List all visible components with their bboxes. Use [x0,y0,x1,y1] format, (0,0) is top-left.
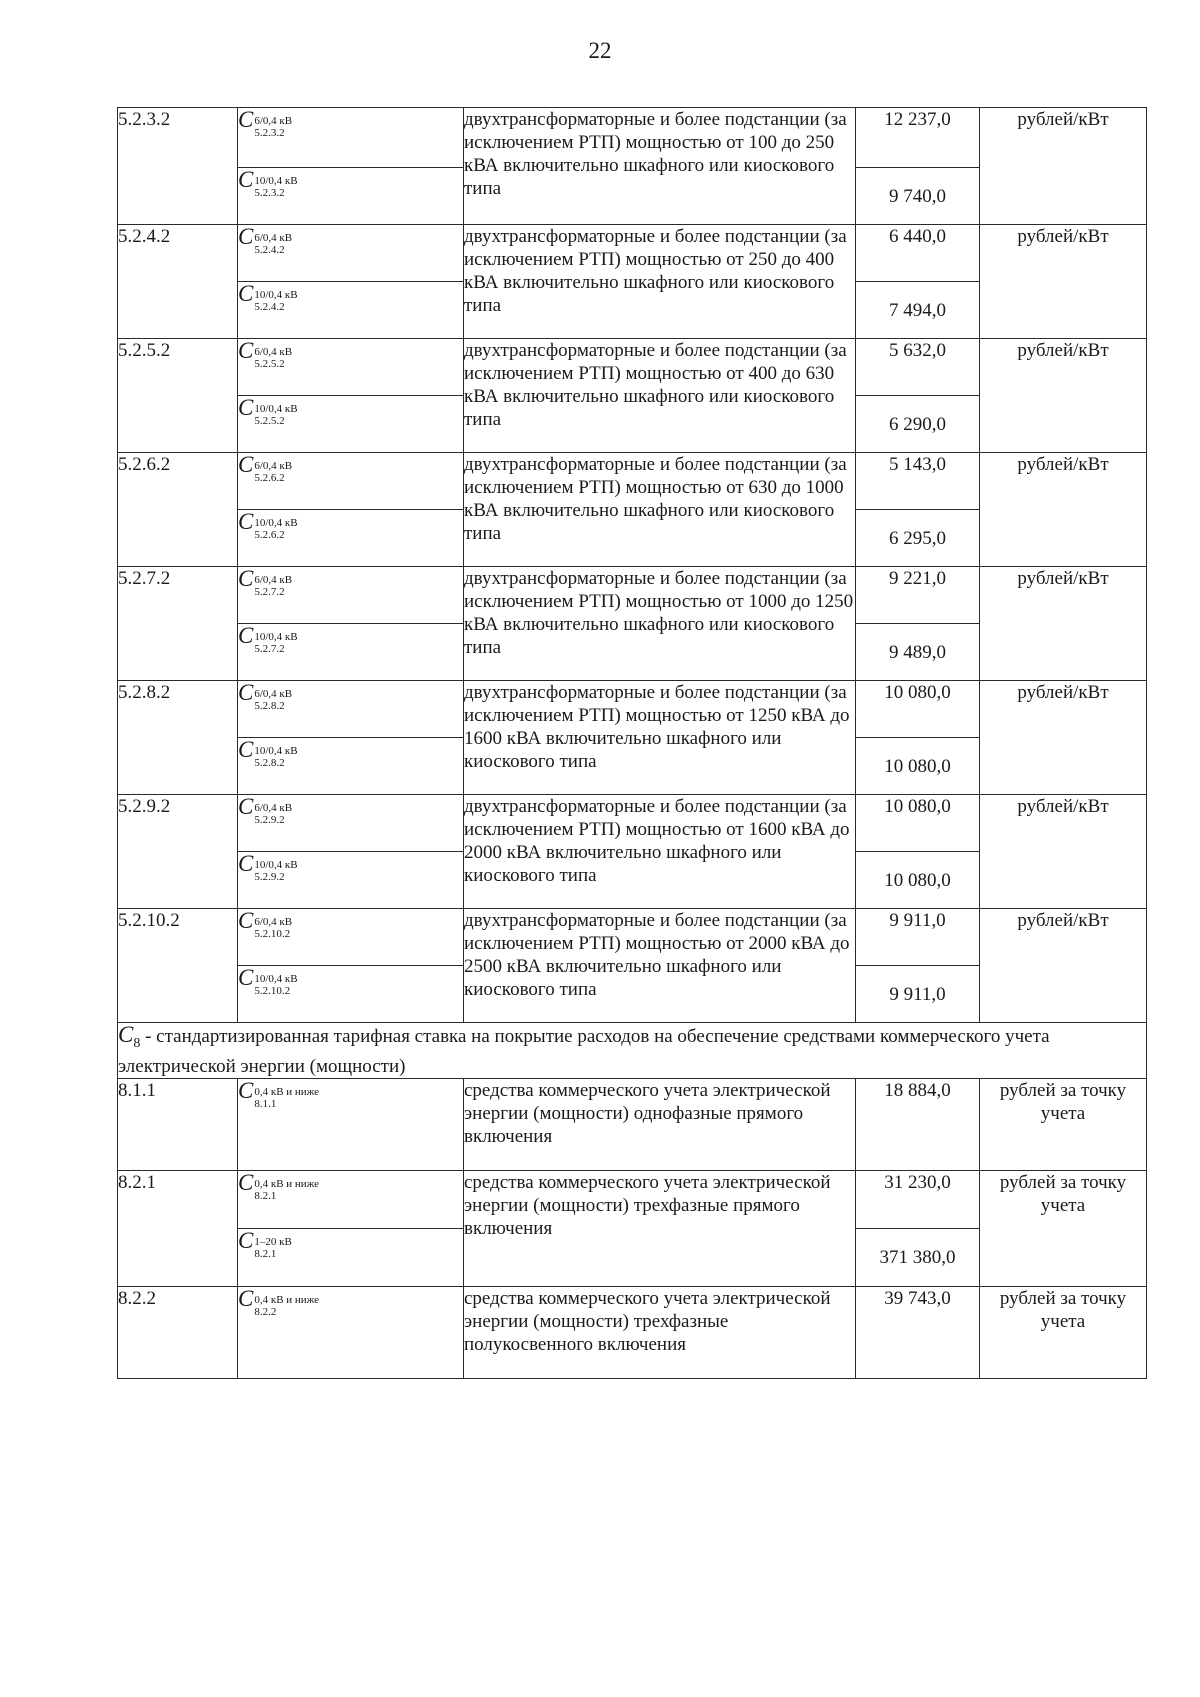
table-row [118,795,1147,852]
rate-symbol: C10/0,4 кВ 5.2.9.2 [238,852,464,909]
table-row [118,1286,1147,1378]
rate-symbol: C0,4 кВ и ниже 8.2.2 [238,1286,464,1378]
row-code: 8.2.2 [118,1286,238,1378]
row-code: 5.2.5.2 [118,339,238,453]
table-row [118,909,1147,966]
rate-symbol: C6/0,4 кВ 5.2.7.2 [238,567,464,624]
rate-symbol: C6/0,4 кВ 5.2.9.2 [238,795,464,852]
rate-symbol: C6/0,4 кВ 5.2.6.2 [238,453,464,510]
rate-value: 6 440,0 [856,225,980,282]
row-unit: рублей за точку учета [980,1078,1147,1170]
table-row [118,108,1147,168]
row-code: 5.2.9.2 [118,795,238,909]
row-description: двухтрансформаторные и более подстанции (за исключением РТП) мощностью от 400 до 630 кВА включительно шкафного или киоскового типа [464,339,856,453]
rate-value: 6 295,0 [856,510,980,567]
section-heading: $C_8$ - стандартизированная тарифная ставка на покрытие расходов на обеспечение средствами коммерческого учета электрической энергии (мощности) [118,1023,1147,1079]
rate-symbol: C10/0,4 кВ 5.2.7.2 [238,624,464,681]
table-row [118,681,1147,738]
section-row [118,1023,1147,1079]
rate-symbol: C1–20 кВ 8.2.1 [238,1228,464,1286]
rate-symbol: C0,4 кВ и ниже 8.2.1 [238,1170,464,1228]
rate-value: 6 290,0 [856,396,980,453]
row-code: 5.2.10.2 [118,909,238,1023]
rate-value: 5 632,0 [856,339,980,396]
row-unit: рублей/кВт [980,795,1147,909]
rate-symbol: C10/0,4 кВ 5.2.4.2 [238,282,464,339]
row-unit: рублей/кВт [980,909,1147,1023]
rate-value: 10 080,0 [856,795,980,852]
row-code: 5.2.4.2 [118,225,238,339]
row-unit: рублей за точку учета [980,1286,1147,1378]
row-unit: рублей/кВт [980,339,1147,453]
row-description: двухтрансформаторные и более подстанции (за исключением РТП) мощностью от 630 до 1000 кВА включительно шкафного или киоскового типа [464,453,856,567]
rate-symbol: C6/0,4 кВ 5.2.10.2 [238,909,464,966]
rate-value: 10 080,0 [856,681,980,738]
row-description: двухтрансформаторные и более подстанции (за исключением РТП) мощностью от 2000 кВА до 2500 кВА включительно шкафного или киоскового типа [464,909,856,1023]
rate-value: 39 743,0 [856,1286,980,1378]
table-row [118,339,1147,396]
rate-symbol: C10/0,4 кВ 5.2.6.2 [238,510,464,567]
table-row [118,1170,1147,1228]
rate-value: 31 230,0 [856,1170,980,1228]
row-description: средства коммерческого учета электрической энергии (мощности) однофазные прямого включения [464,1078,856,1170]
rate-symbol: C10/0,4 кВ 5.2.8.2 [238,738,464,795]
row-description: средства коммерческого учета электрической энергии (мощности) трехфазные полукосвенного включения [464,1286,856,1378]
rate-value: 9 911,0 [856,909,980,966]
rate-symbol: C10/0,4 кВ 5.2.3.2 [238,168,464,225]
rate-symbol: C6/0,4 кВ 5.2.5.2 [238,339,464,396]
rate-value: 9 489,0 [856,624,980,681]
table-row [118,1078,1147,1170]
rate-symbol: C6/0,4 кВ 5.2.8.2 [238,681,464,738]
row-description: двухтрансформаторные и более подстанции (за исключением РТП) мощностью от 1250 кВА до 1600 кВА включительно шкафного или киоскового типа [464,681,856,795]
row-unit: рублей/кВт [980,681,1147,795]
rate-value: 9 911,0 [856,966,980,1023]
row-unit: рублей/кВт [980,225,1147,339]
page-number: 22 [588,38,612,63]
row-code: 8.1.1 [118,1078,238,1170]
rate-value: 12 237,0 [856,108,980,168]
row-description: двухтрансформаторные и более подстанции (за исключением РТП) мощностью от 250 до 400 кВА включительно шкафного или киоскового типа [464,225,856,339]
row-code: 8.2.1 [118,1170,238,1286]
rate-value: 9 221,0 [856,567,980,624]
row-description: двухтрансформаторные и более подстанции (за исключением РТП) мощностью от 1600 кВА до 2000 кВА включительно шкафного или киоскового типа [464,795,856,909]
rate-symbol: C6/0,4 кВ 5.2.3.2 [238,108,464,168]
row-code: 5.2.3.2 [118,108,238,225]
row-description: двухтрансформаторные и более подстанции (за исключением РТП) мощностью от 100 до 250 кВА включительно шкафного или киоскового типа [464,108,856,225]
row-description: двухтрансформаторные и более подстанции (за исключением РТП) мощностью от 1000 до 1250 кВА включительно шкафного или киоскового типа [464,567,856,681]
rate-value: 18 884,0 [856,1078,980,1170]
rate-value: 10 080,0 [856,852,980,909]
table-row [118,567,1147,624]
rate-symbol: C10/0,4 кВ 5.2.5.2 [238,396,464,453]
rate-value: 10 080,0 [856,738,980,795]
row-description: средства коммерческого учета электрической энергии (мощности) трехфазные прямого включения [464,1170,856,1286]
rate-value: 7 494,0 [856,282,980,339]
tariff-table [117,107,1147,1379]
table-row [118,225,1147,282]
rate-value: 5 143,0 [856,453,980,510]
table-row [118,453,1147,510]
row-unit: рублей/кВт [980,453,1147,567]
rate-symbol: C6/0,4 кВ 5.2.4.2 [238,225,464,282]
row-unit: рублей/кВт [980,108,1147,225]
row-code: 5.2.6.2 [118,453,238,567]
row-unit: рублей за точку учета [980,1170,1147,1286]
rate-value: 9 740,0 [856,168,980,225]
row-unit: рублей/кВт [980,567,1147,681]
rate-symbol: C10/0,4 кВ 5.2.10.2 [238,966,464,1023]
row-code: 5.2.7.2 [118,567,238,681]
rate-symbol: C0,4 кВ и ниже 8.1.1 [238,1078,464,1170]
row-code: 5.2.8.2 [118,681,238,795]
rate-value: 371 380,0 [856,1228,980,1286]
